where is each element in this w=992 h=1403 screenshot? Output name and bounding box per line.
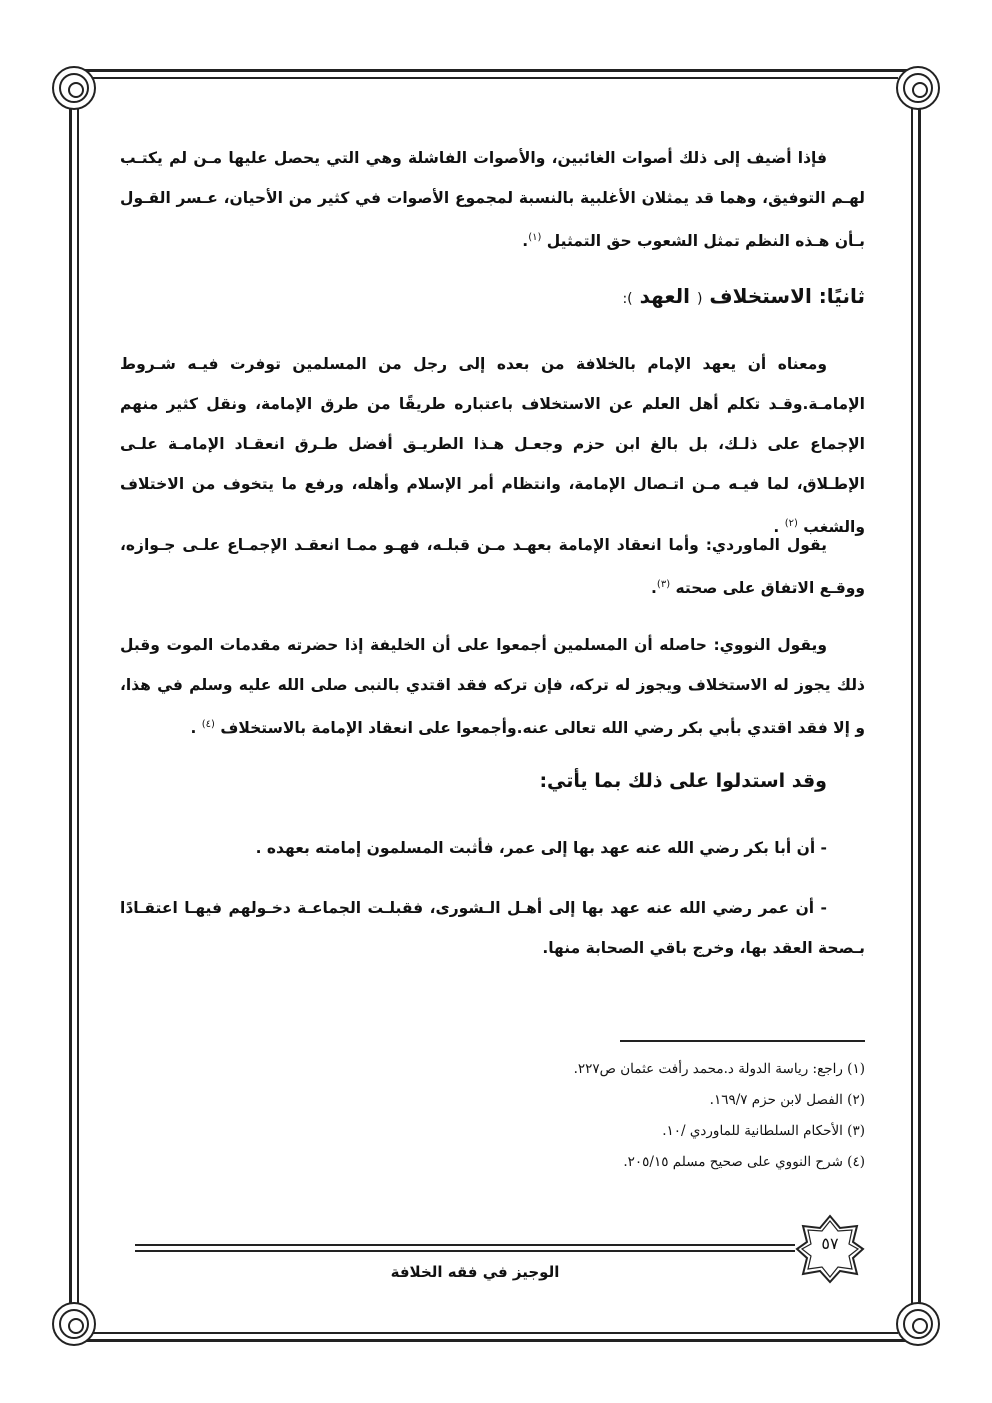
- bullet-abu-bakr: [120, 828, 865, 868]
- footnote-1: (١) راجع: رياسة الدولة د.محمد رأفت عثمان ص٢٢٧.: [573, 1061, 865, 1077]
- heading-istikhlaf-sub: العهد: [639, 284, 691, 308]
- book-title: الوجيز في فقه الخلافة: [390, 1263, 560, 1281]
- paragraph-definition: ومعناه أن يعهد الإمام بالخلافة من بعده إلى رجل من المسلمين توفرت فيـه شـروط الإمامـة.وقـد تكلم أهل العلم عن الاستخلاف باعتباره طريقًا من طرق الإمامة، ونقل كثير منهم الإجماع على ذلـك، بل بالغ ابن حزم وجعـل هـذا الطريـق أفضل طـرق انعقـاد الإمامـة علـى الإطـلاق، لما فيـه مـن اتـصال الإمامة، وانتظام أمر الإسلام وأهله، ورفع ما يتخوف من الاختلاف والشغب $^{(٢)}$ .: [120, 355, 865, 537]
- footer-rule-2: [135, 1250, 795, 1252]
- footnotes: [420, 1054, 865, 1178]
- corner-ornament-top-left: [52, 66, 96, 110]
- heading-evidence: [120, 770, 865, 792]
- footnote-mark-1: (١): [528, 232, 542, 243]
- corner-ornament-bottom-left: [52, 1302, 96, 1346]
- frame-right-outer: [918, 72, 921, 1340]
- frame-bottom-outer: [72, 1339, 918, 1342]
- footnote-2: (٢) الفصل لابن حزم ١٦٩/٧.: [709, 1092, 865, 1108]
- frame-bottom-inner: [92, 1332, 898, 1334]
- frame-left-outer: [69, 72, 72, 1340]
- heading-istikhlaf-main: ثانيًا: الاستخلاف: [709, 284, 865, 308]
- paragraph-top: فإذا أضيف إلى ذلك أصوات الغائبين، والأصوات الفاشلة وهي التي يحصل عليها مـن لم يكتـب لهـم التوفيق، وهما قد يمثلان الأغلبية بالنسبة لمجموع الأصوات في كثير من الأحيان، عـسر القـول بـأن هـذه النظم تمثل الشعوب حق التمثيل $^{(١)}$.: [120, 149, 865, 251]
- frame-top-inner: [92, 77, 898, 79]
- footnote-3: (٣) الأحكام السلطانية للماوردي /١٠.: [662, 1123, 865, 1139]
- heading-evidence-text: وقد استدلوا على ذلك بما يأتي:: [539, 770, 827, 792]
- footnote-mark-2: (٢): [784, 518, 798, 529]
- paragraph-nawawi-text: ويقول النووي: حاصله أن المسلمين أجمعوا على أن الخليفة إذا حضرته مقدمات الموت وقبل ذلك يجوز له الاستخلاف ويجوز له تركه، فإن تركه فقد اقتدي بالنبى صلى الله عليه وسلم في هذا، و إلا فقد اقتدي بأبي بكر رضي الله تعالى عنه.وأجمعوا على انعقاد الإمامة بالاستخلاف: [120, 636, 865, 738]
- paragraph-mawardi: يقول الماوردي: وأما انعقاد الإمامة بعهـد مـن قبلـه، فهـو ممـا انعقـد الإجمـاع علـى جـوازه، ووقـع الاتفاق على صحته $^{(٣)}$.: [120, 536, 865, 598]
- frame-top-outer: [72, 69, 918, 72]
- footer-rule-1: [135, 1244, 795, 1246]
- bullet-umar-text: - أن عمر رضي الله عنه عهد بها إلى أهـل الـشورى، فقبلـت الجماعـة دخـولهم فيهـا اعتقـادًا بـصحة العقد بها، وخرج باقي الصحابة منها.: [120, 899, 865, 957]
- footnote-4: (٤) شرح النووي على صحيح مسلم ٢٠٥/١٥.: [623, 1154, 865, 1170]
- page-number: ٥٧: [821, 1234, 839, 1253]
- paragraph-definition-text: ومعناه أن يعهد الإمام بالخلافة من بعده إلى رجل من المسلمين توفرت فيـه شـروط الإمامـة.وقـد تكلم أهل العلم عن الاستخلاف باعتباره طريقًا من طرق الإمامة، ونقل كثير منهم الإجماع على ذلـك، بل بالغ ابن حزم وجعـل هـذا الطريـق أفضل طـرق انعقـاد الإمامـة علـى الإطـلاق، لما فيـه مـن اتـصال الإمامة، وانتظام أمر الإسلام وأهله، ورفع ما يتخوف من الاختلاف والشغب: [120, 355, 865, 537]
- footnote-mark-3: (٣): [656, 579, 671, 590]
- corner-ornament-bottom-right: [896, 1302, 940, 1346]
- frame-right-inner: [911, 92, 913, 1322]
- heading-paren-open: (: [696, 291, 703, 307]
- paragraph-top-text: فإذا أضيف إلى ذلك أصوات الغائبين، والأصوات الفاشلة وهي التي يحصل عليها مـن لم يكتـب لهـم التوفيق، وهما قد يمثلان الأغلبية بالنسبة لمجموع الأصوات في كثير من الأحيان، عـسر القـول بـأن هـذه النظم تمثل الشعوب حق التمثيل: [120, 149, 865, 251]
- frame-left-inner: [77, 92, 79, 1322]
- heading-istikhlaf: [120, 284, 865, 308]
- bullet-abu-bakr-text: - أن أبا بكر رضي الله عنه عهد بها إلى عمر، فأثبت المسلمون إمامته بعهده .: [255, 839, 827, 857]
- heading-paren-close: ):: [622, 291, 633, 307]
- bullet-umar: [120, 888, 865, 968]
- corner-ornament-top-right: [896, 66, 940, 110]
- paragraph-mawardi-text: يقول الماوردي: وأما انعقاد الإمامة بعهـد مـن قبلـه، فهـو ممـا انعقـد الإجمـاع علـى جـوازه، ووقـع الاتفاق على صحته: [120, 536, 865, 598]
- paragraph-nawawi: ويقول النووي: حاصله أن المسلمين أجمعوا على أن الخليفة إذا حضرته مقدمات الموت وقبل ذلك يجوز له الاستخلاف ويجوز له تركه، فإن تركه فقد اقتدي بالنبى صلى الله عليه وسلم في هذا، و إلا فقد اقتدي بأبي بكر رضي الله تعالى عنه.وأجمعوا على انعقاد الإمامة بالاستخلاف $^{(٤)}$ .: [120, 636, 865, 738]
- footnote-mark-4: (٤): [201, 719, 215, 730]
- footnote-divider: [620, 1040, 865, 1042]
